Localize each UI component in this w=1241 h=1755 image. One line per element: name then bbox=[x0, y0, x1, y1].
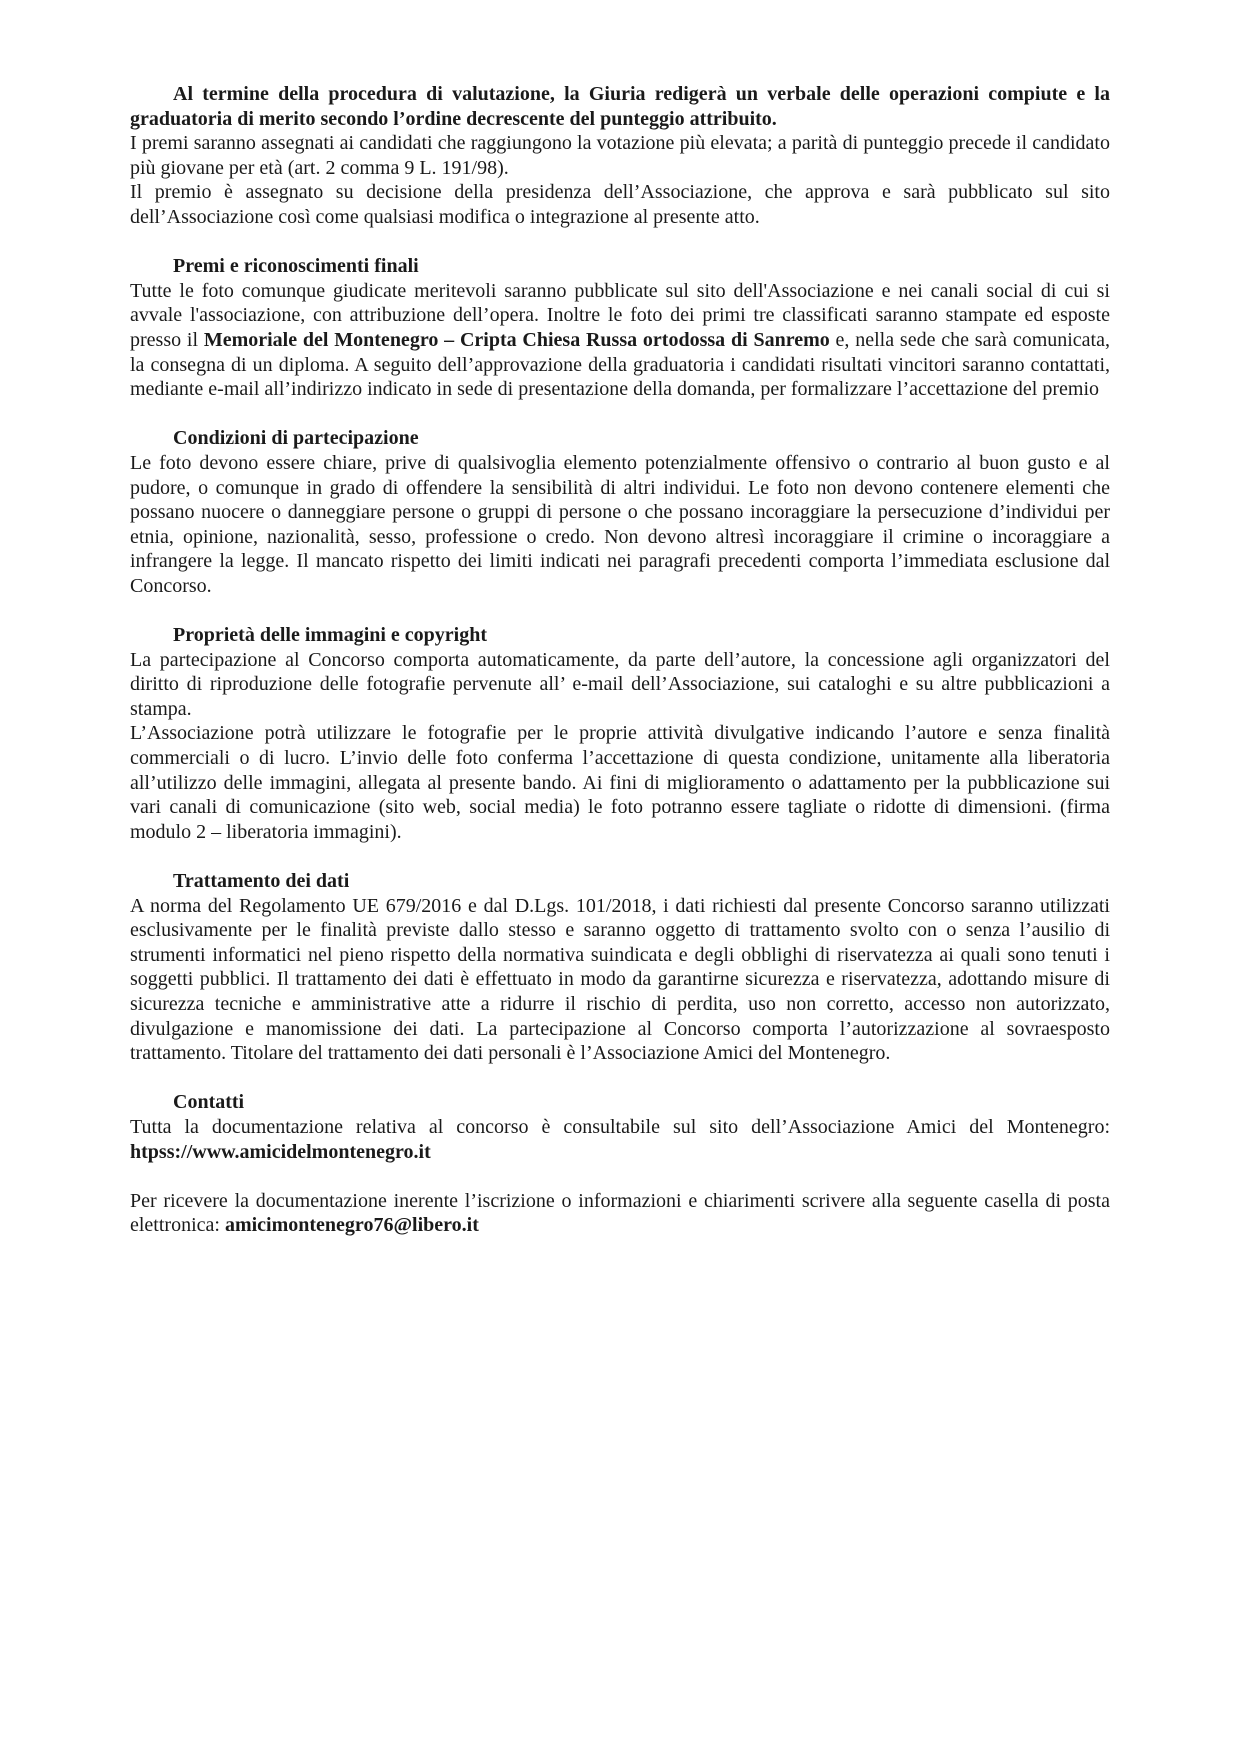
spacer bbox=[130, 1164, 1110, 1189]
section-heading-premi: Premi e riconoscimenti finali bbox=[173, 255, 419, 278]
document-page bbox=[130, 82, 1110, 1238]
section-heading-copyright: Proprietà delle immagini e copyright bbox=[173, 624, 488, 647]
premi-paragraph bbox=[130, 279, 1110, 402]
section-heading-condizioni: Condizioni di partecipazione bbox=[173, 427, 419, 450]
contatti-paragraph-email bbox=[130, 1189, 1110, 1238]
premi-venue: Memoriale del Montenegro – Cripta Chiesa Russa ortodossa di Sanremo bbox=[203, 328, 830, 351]
intro-paragraph-prizes: I premi saranno assegnati ai candidati che raggiungono la votazione più elevata; a parità di punteggio precede il candidato più giovane per età (art. 2 comma 9 L. 191/98). bbox=[130, 132, 1110, 179]
website-link[interactable]: htpss://www.amicidelmontenegro.it bbox=[130, 1140, 431, 1163]
condizioni-paragraph: Le foto devono essere chiare, prive di qualsivoglia elemento potenzialmente offensivo o contrario al buon gusto e al pudore, o comunque in grado di offendere la sensibilità di altri individui. Le foto non devono contenere elementi che possano nuocere o danneggiare persone o gruppi di persone o che possano incoraggiare la persecuzione d’individui per etnia, opinione, nazionalità, sesso, professione o credo. Non devono altresì incoraggiare il crimine o incoraggiare a infrangere la legge. Il mancato rispetto dei limiti indicati nei paragrafi precedenti comporta l’immediata esclusione dal Concorso. bbox=[130, 451, 1110, 597]
contatti-paragraph-website bbox=[130, 1115, 1110, 1164]
contatti-email-text: Per ricevere la documentazione inerente l’iscrizione o informazioni e chiarimenti scrivere alla seguente casella di posta elettronica: bbox=[130, 1189, 1110, 1237]
email-link[interactable]: amicimontenegro76@libero.it bbox=[224, 1214, 479, 1237]
copyright-paragraph-2: L’Associazione potrà utilizzare le fotografie per le proprie attività divulgative indicando l’autore e senza finalità commerciali o di lucro. L’invio delle foto conferma l’accettazione di questa condizione, unitamente alla liberatoria all’utilizzo delle immagini, allegata al presente bando. Ai fini di miglioramento o adattamento per la pubblicazione sui vari canali di comunicazione (sito web, social media) le foto potranno essere tagliate o ridotte di dimensioni. (firma modulo 2 – liberatoria immagini). bbox=[130, 722, 1110, 843]
section-heading-contatti: Contatti bbox=[173, 1091, 245, 1114]
intro-lead: Al termine della procedura di valutazione, la Giuria redigerà un verbale delle operazioni compiute e la graduatoria di merito secondo l’ordine decrescente del punteggio attribuito. bbox=[130, 83, 1110, 130]
dati-paragraph: A norma del Regolamento UE 679/2016 e dal D.Lgs. 101/2018, i dati richiesti dal presente Concorso saranno utilizzati esclusivamente per le finalità previste dallo stesso e saranno oggetto di trattamento svolto con o senza l’ausilio di strumenti informatici nel pieno rispetto della normativa suindicata e degli obblighi di riservatezza ai quali sono tenuti i soggetti pubblici. Il trattamento dei dati è effettuato in modo da garantirne sicurezza e riservatezza, adottando misure di sicurezza tecniche e amministrative atte a ridurre il rischio di perdita, uso non corretto, accesso non autorizzato, divulgazione e manomissione dei dati. La partecipazione al Concorso comporta l’autorizzazione al sovraesposto trattamento. Titolare del trattamento dei dati personali è l’Associazione Amici del Montenegro. bbox=[130, 894, 1110, 1065]
intro-paragraph-award: Il premio è assegnato su decisione della presidenza dell’Associazione, che approva e sarà pubblicato sul sito dell’Associazione così come qualsiasi modifica o integrazione al presente atto. bbox=[130, 181, 1110, 228]
premi-text-after: e, nella sede che sarà comunicata, la consegna di un diploma. A seguito dell’approvazione della graduatoria i candidati risultati vincitori saranno contattati, mediante e-mail all’indirizzo indicato in sede di presentazione della domanda, per formalizzare l’accettazione del premio bbox=[130, 328, 1110, 401]
contatti-website-text: Tutta la documentazione relativa al concorso è consultabile sul sito dell’Associazione Amici del Montenegro: bbox=[130, 1115, 1110, 1138]
premi-text-before: Tutte le foto comunque giudicate meritevoli saranno pubblicate sul sito dell'Associazione e nei canali social di cui si avvale l'associazione, con attribuzione dell’opera. Inoltre le foto dei primi tre classificati saranno stampate ed esposte presso il bbox=[130, 279, 1110, 351]
section-heading-dati: Trattamento dei dati bbox=[173, 870, 350, 892]
copyright-paragraph-1: La partecipazione al Concorso comporta automaticamente, da parte dell’autore, la concessione agli organizzatori del diritto di riproduzione delle fotografie pervenute all’ e-mail dell’Associazione, sui cataloghi e su altre pubblicazioni a stampa. bbox=[130, 648, 1110, 720]
